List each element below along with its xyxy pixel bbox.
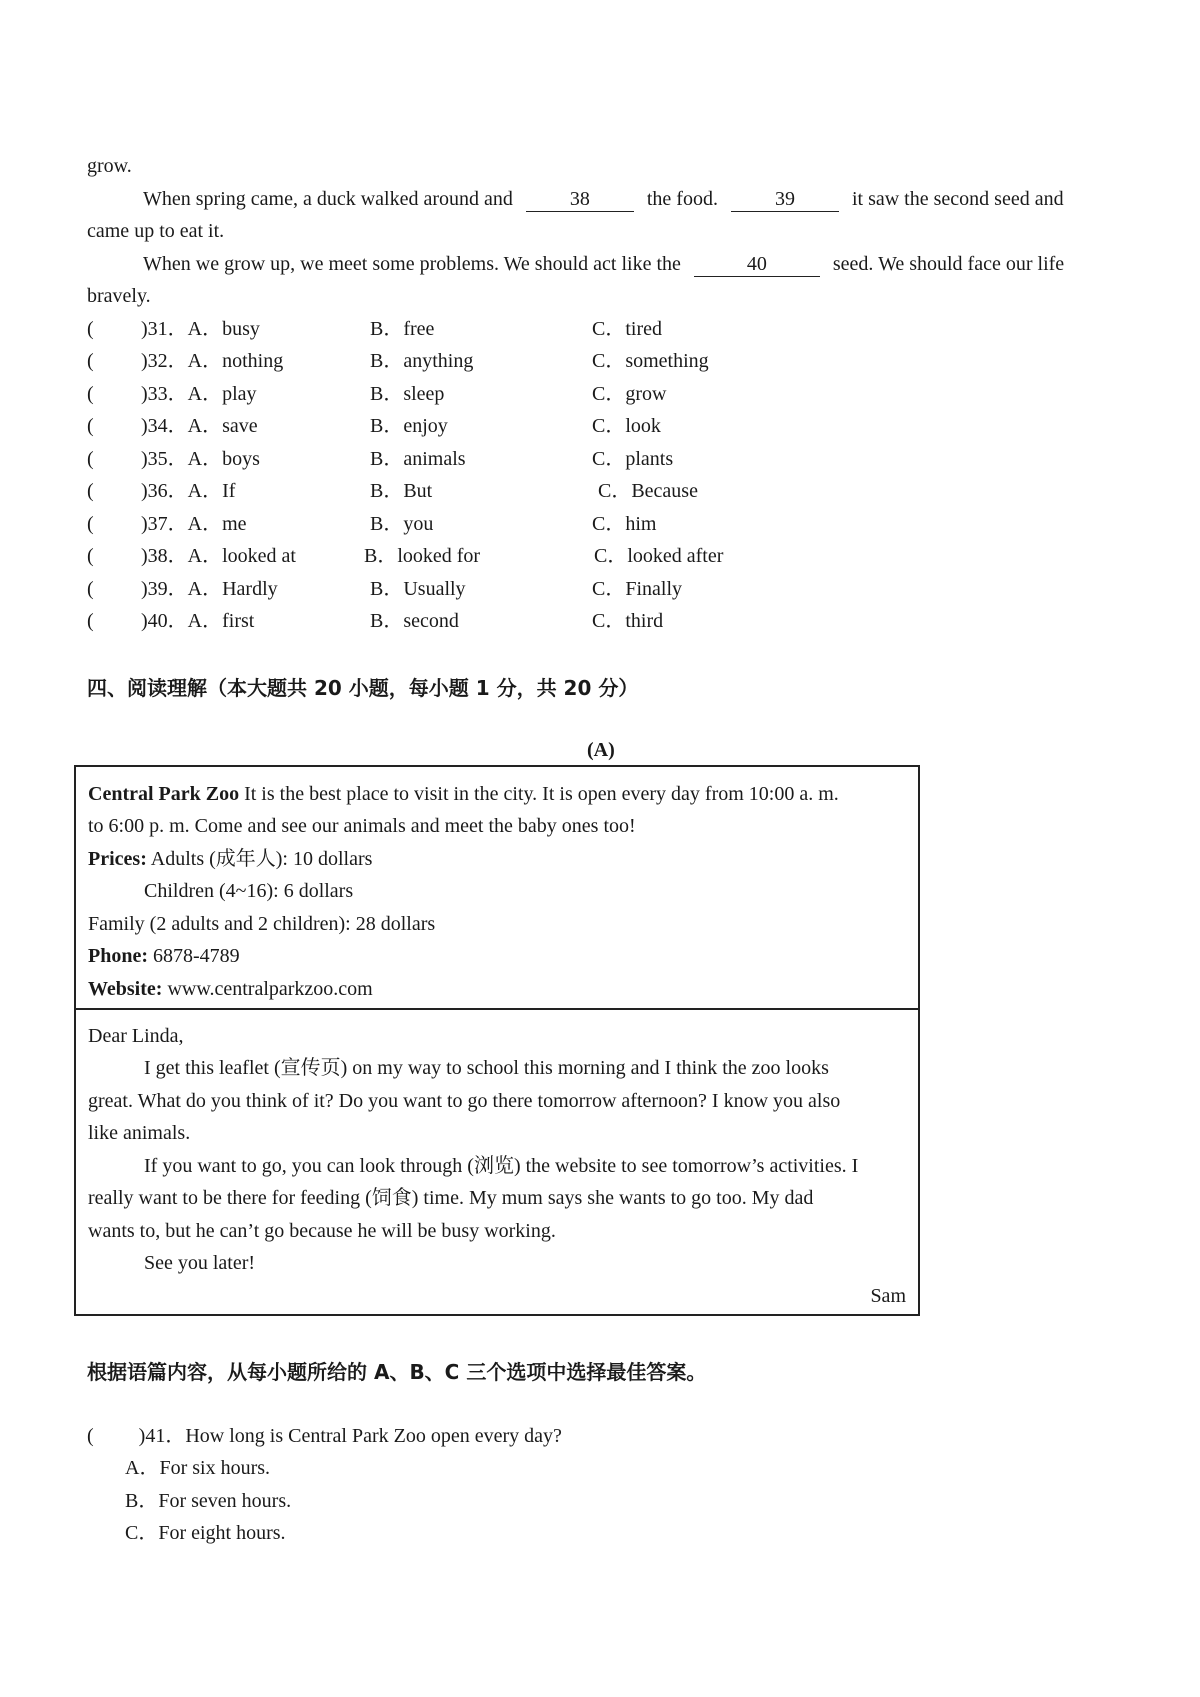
option-c: C．For eight hours.	[125, 1522, 286, 1544]
section-title: 四、阅读理解（本大题共 20 小题，每小题 1 分，共 20 分）	[87, 676, 639, 700]
leaflet-prices-family: Family (2 adults and 2 children): 28 dollars	[88, 913, 436, 935]
letter-box	[74, 1008, 920, 1316]
question-row: ( )33．A．play B．sleep C．grow	[87, 383, 667, 405]
passage-line: When we grow up, we meet some problems. We should act like the 40 seed. We should face our life	[143, 253, 1065, 275]
blank-38: 38	[526, 187, 634, 212]
letter-line: really want to be there for feeding (饲食) time. My mum says she wants to go too. My dad	[88, 1187, 814, 1209]
passage-line: bravely.	[87, 285, 151, 307]
leaflet-intro: Central Park Zoo It is the best place to visit in the city. It is open every day from 10:00 a. m.	[88, 783, 839, 805]
letter-line: If you want to go, you can look through (浏览) the website to see tomorrow’s activities. I	[144, 1155, 859, 1177]
option-b: B．For seven hours.	[125, 1490, 292, 1512]
passage-line: came up to eat it.	[87, 220, 225, 242]
question-row: ( )31．A．busy B．free C．tired	[87, 318, 662, 340]
option-a: A．For six hours.	[125, 1457, 271, 1479]
letter-line: like animals.	[88, 1122, 191, 1144]
question-row: ( )40．A．first B．second C．third	[87, 610, 664, 632]
instruction-text: 根据语篇内容，从每小题所给的 A、B、C 三个选项中选择最佳答案。	[87, 1360, 707, 1384]
question-row: ( )38．A．looked at B．looked for C．looked after	[87, 545, 724, 567]
passage-line: When spring came, a duck walked around and 38 the food. 39 it saw the second seed and	[143, 188, 1064, 210]
letter-signature: Sam	[870, 1285, 906, 1307]
leaflet-prices-children: Children (4~16): 6 dollars	[144, 880, 354, 902]
leaflet-website: Website: www.centralparkzoo.com	[88, 978, 373, 1000]
leaflet-intro: to 6:00 p. m. Come and see our animals and meet the baby ones too!	[88, 815, 636, 837]
question-row: ( )34．A．save B．enjoy C．look	[87, 415, 661, 437]
letter-line: I get this leaflet (宣传页) on my way to school this morning and I think the zoo looks	[144, 1057, 829, 1079]
question-row: ( )32．A．nothing B．anything C．something	[87, 350, 709, 372]
blank-39: 39	[731, 187, 839, 212]
blank-40: 40	[694, 252, 820, 277]
passage-label: (A)	[587, 739, 615, 761]
letter-closing: See you later!	[144, 1252, 256, 1274]
question-41: ( )41．How long is Central Park Zoo open every day?	[87, 1425, 562, 1447]
question-row: ( )37．A．me B．you C．him	[87, 513, 657, 535]
letter-line: great. What do you think of it? Do you want to go there tomorrow afternoon? I know you also	[88, 1090, 841, 1112]
leaflet-prices: Prices: Adults (成年人): 10 dollars	[88, 848, 373, 870]
letter-line: wants to, but he can’t go because he will be busy working.	[88, 1220, 556, 1242]
question-row: ( )35．A．boys B．animals C．plants	[87, 448, 674, 470]
passage-line: grow.	[87, 155, 132, 177]
zoo-leaflet-box	[74, 765, 920, 1010]
leaflet-phone: Phone: 6878-4789	[88, 945, 240, 967]
question-row: ( )39．A．Hardly B．Usually C．Finally	[87, 578, 683, 600]
letter-greeting: Dear Linda,	[88, 1025, 184, 1047]
question-row: ( )36．A．If B．But C．Because	[87, 480, 698, 502]
